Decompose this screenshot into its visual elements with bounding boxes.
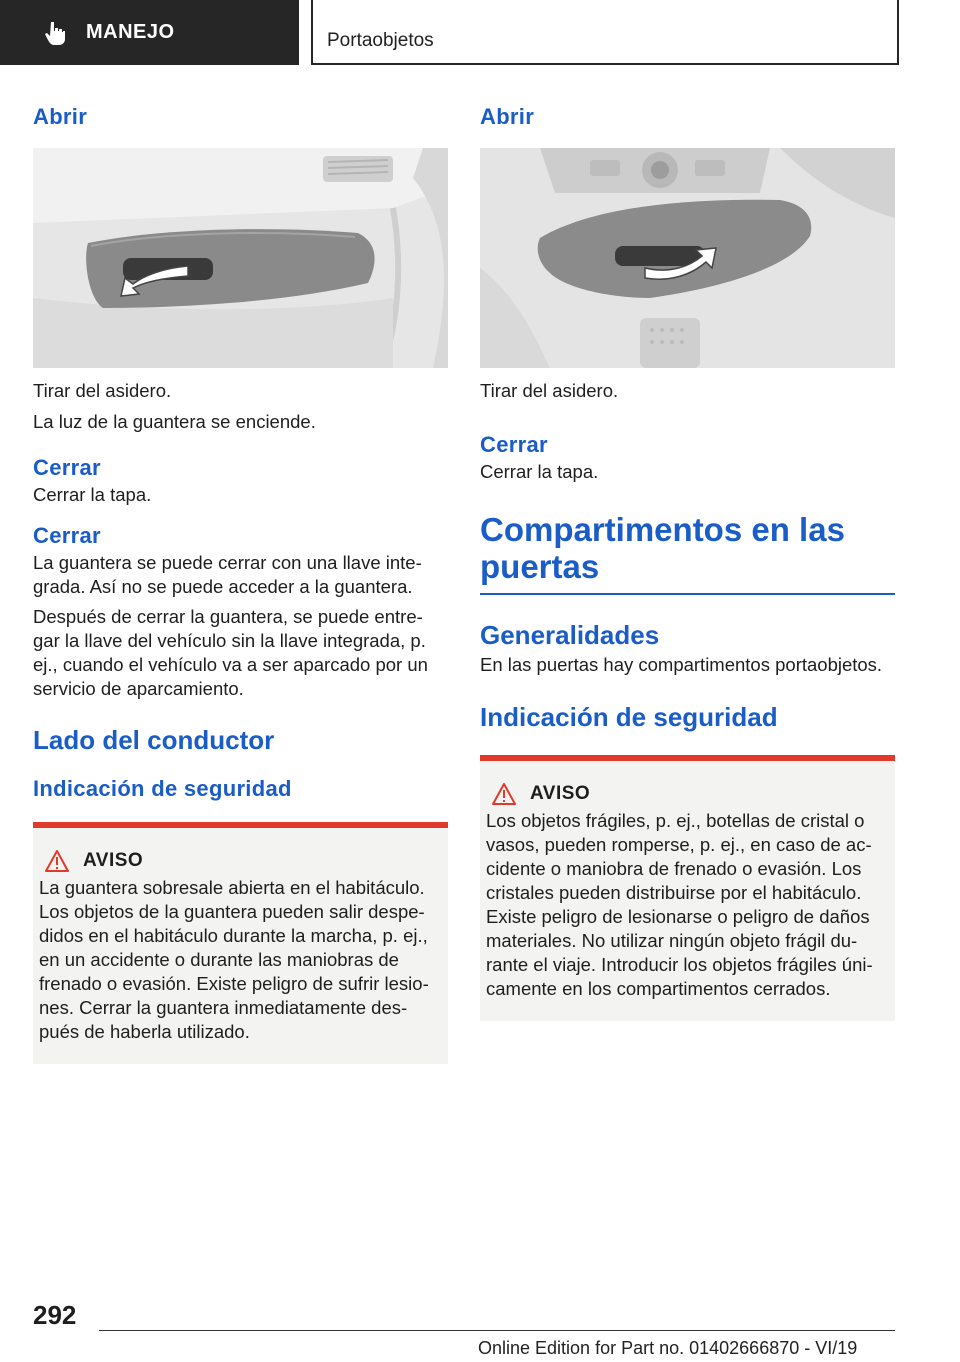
- heading-rule: [480, 593, 895, 595]
- open-heading-right: Abrir: [480, 104, 535, 129]
- driver-side-heading: Lado del conductor: [33, 725, 275, 755]
- section-tab: [0, 0, 299, 65]
- close-heading: Cerrar: [33, 455, 101, 480]
- warning-triangle-icon: [45, 850, 69, 872]
- safety-heading-right: Indicación de seguridad: [480, 702, 778, 732]
- close-heading-right: Cerrar: [480, 432, 548, 457]
- lock-text-1: La guantera se puede cerrar con una llave inte-grada. Así no se puede acceder a la guantera.: [33, 552, 422, 597]
- lock-text-2: Después de cerrar la guantera, se puede entre-gar la llave del vehículo sin la llave integrada, p. ej., cuando el vehículo va a ser aparcado por un servicio de aparcamiento.: [33, 606, 428, 699]
- edition-text: Online Edition for Part no. 01402666870 - VI/19: [478, 1338, 858, 1358]
- chapter-header: [311, 0, 899, 65]
- warning-triangle-icon: [492, 783, 516, 805]
- notice-text-right: Los objetos frágiles, p. ej., botellas de cristal o vasos, pueden romperse, p. ej., en caso de ac-cidente o maniobra de frenado o evasión. Los cristales pueden distribuirse por el habitáculo. Existe peligro de lesionarse o peligro de daños materiales. No utilizar ningún objeto frágil du-rante el viaje. Introducir los objetos frágiles úni-camente en los compartimentos cerrados.: [486, 810, 873, 999]
- general-heading: Generalidades: [480, 620, 660, 650]
- open-text-1: Tirar del asidero.: [33, 380, 172, 401]
- page-number: 292: [33, 1300, 77, 1330]
- warning-notice: [33, 822, 448, 1064]
- doors-heading: Compartimentos en las puertas: [480, 511, 845, 585]
- general-text: En las puertas hay compartimentos portaobjetos.: [480, 654, 883, 675]
- open-heading: Abrir: [33, 104, 88, 129]
- warning-notice-right: [480, 755, 895, 1021]
- safety-heading: Indicación de seguridad: [33, 776, 292, 801]
- glovebox-footwell-photo-icon: [480, 148, 895, 368]
- notice-title-right: AVISO: [530, 783, 591, 804]
- hand-pointer-icon: [42, 20, 68, 46]
- right-column: [480, 100, 895, 1021]
- chapter-title: Portaobjetos: [327, 30, 434, 51]
- notice-title: AVISO: [83, 850, 144, 871]
- footer-rule: [99, 1330, 895, 1331]
- open-text-right: Tirar del asidero.: [480, 380, 619, 401]
- open-text-2: La luz de la guantera se enciende.: [33, 411, 316, 432]
- glovebox-driver-photo-icon: [33, 148, 448, 368]
- left-column: [33, 100, 448, 1064]
- lock-heading: Cerrar: [33, 523, 101, 548]
- section-title: MANEJO: [86, 21, 175, 43]
- close-text: Cerrar la tapa.: [33, 484, 152, 505]
- notice-text: La guantera sobresale abierta en el habitáculo. Los objetos de la guantera pueden salir despe-didos en el habitáculo durante la marcha, p. ej., en un accidente o durante las maniobras de frenado o evasión. Existe peligro de sufrir lesio-nes. Cerrar la guantera inmediatamente des-pués de haberla utilizado.: [39, 877, 429, 1042]
- close-text-right: Cerrar la tapa.: [480, 461, 599, 482]
